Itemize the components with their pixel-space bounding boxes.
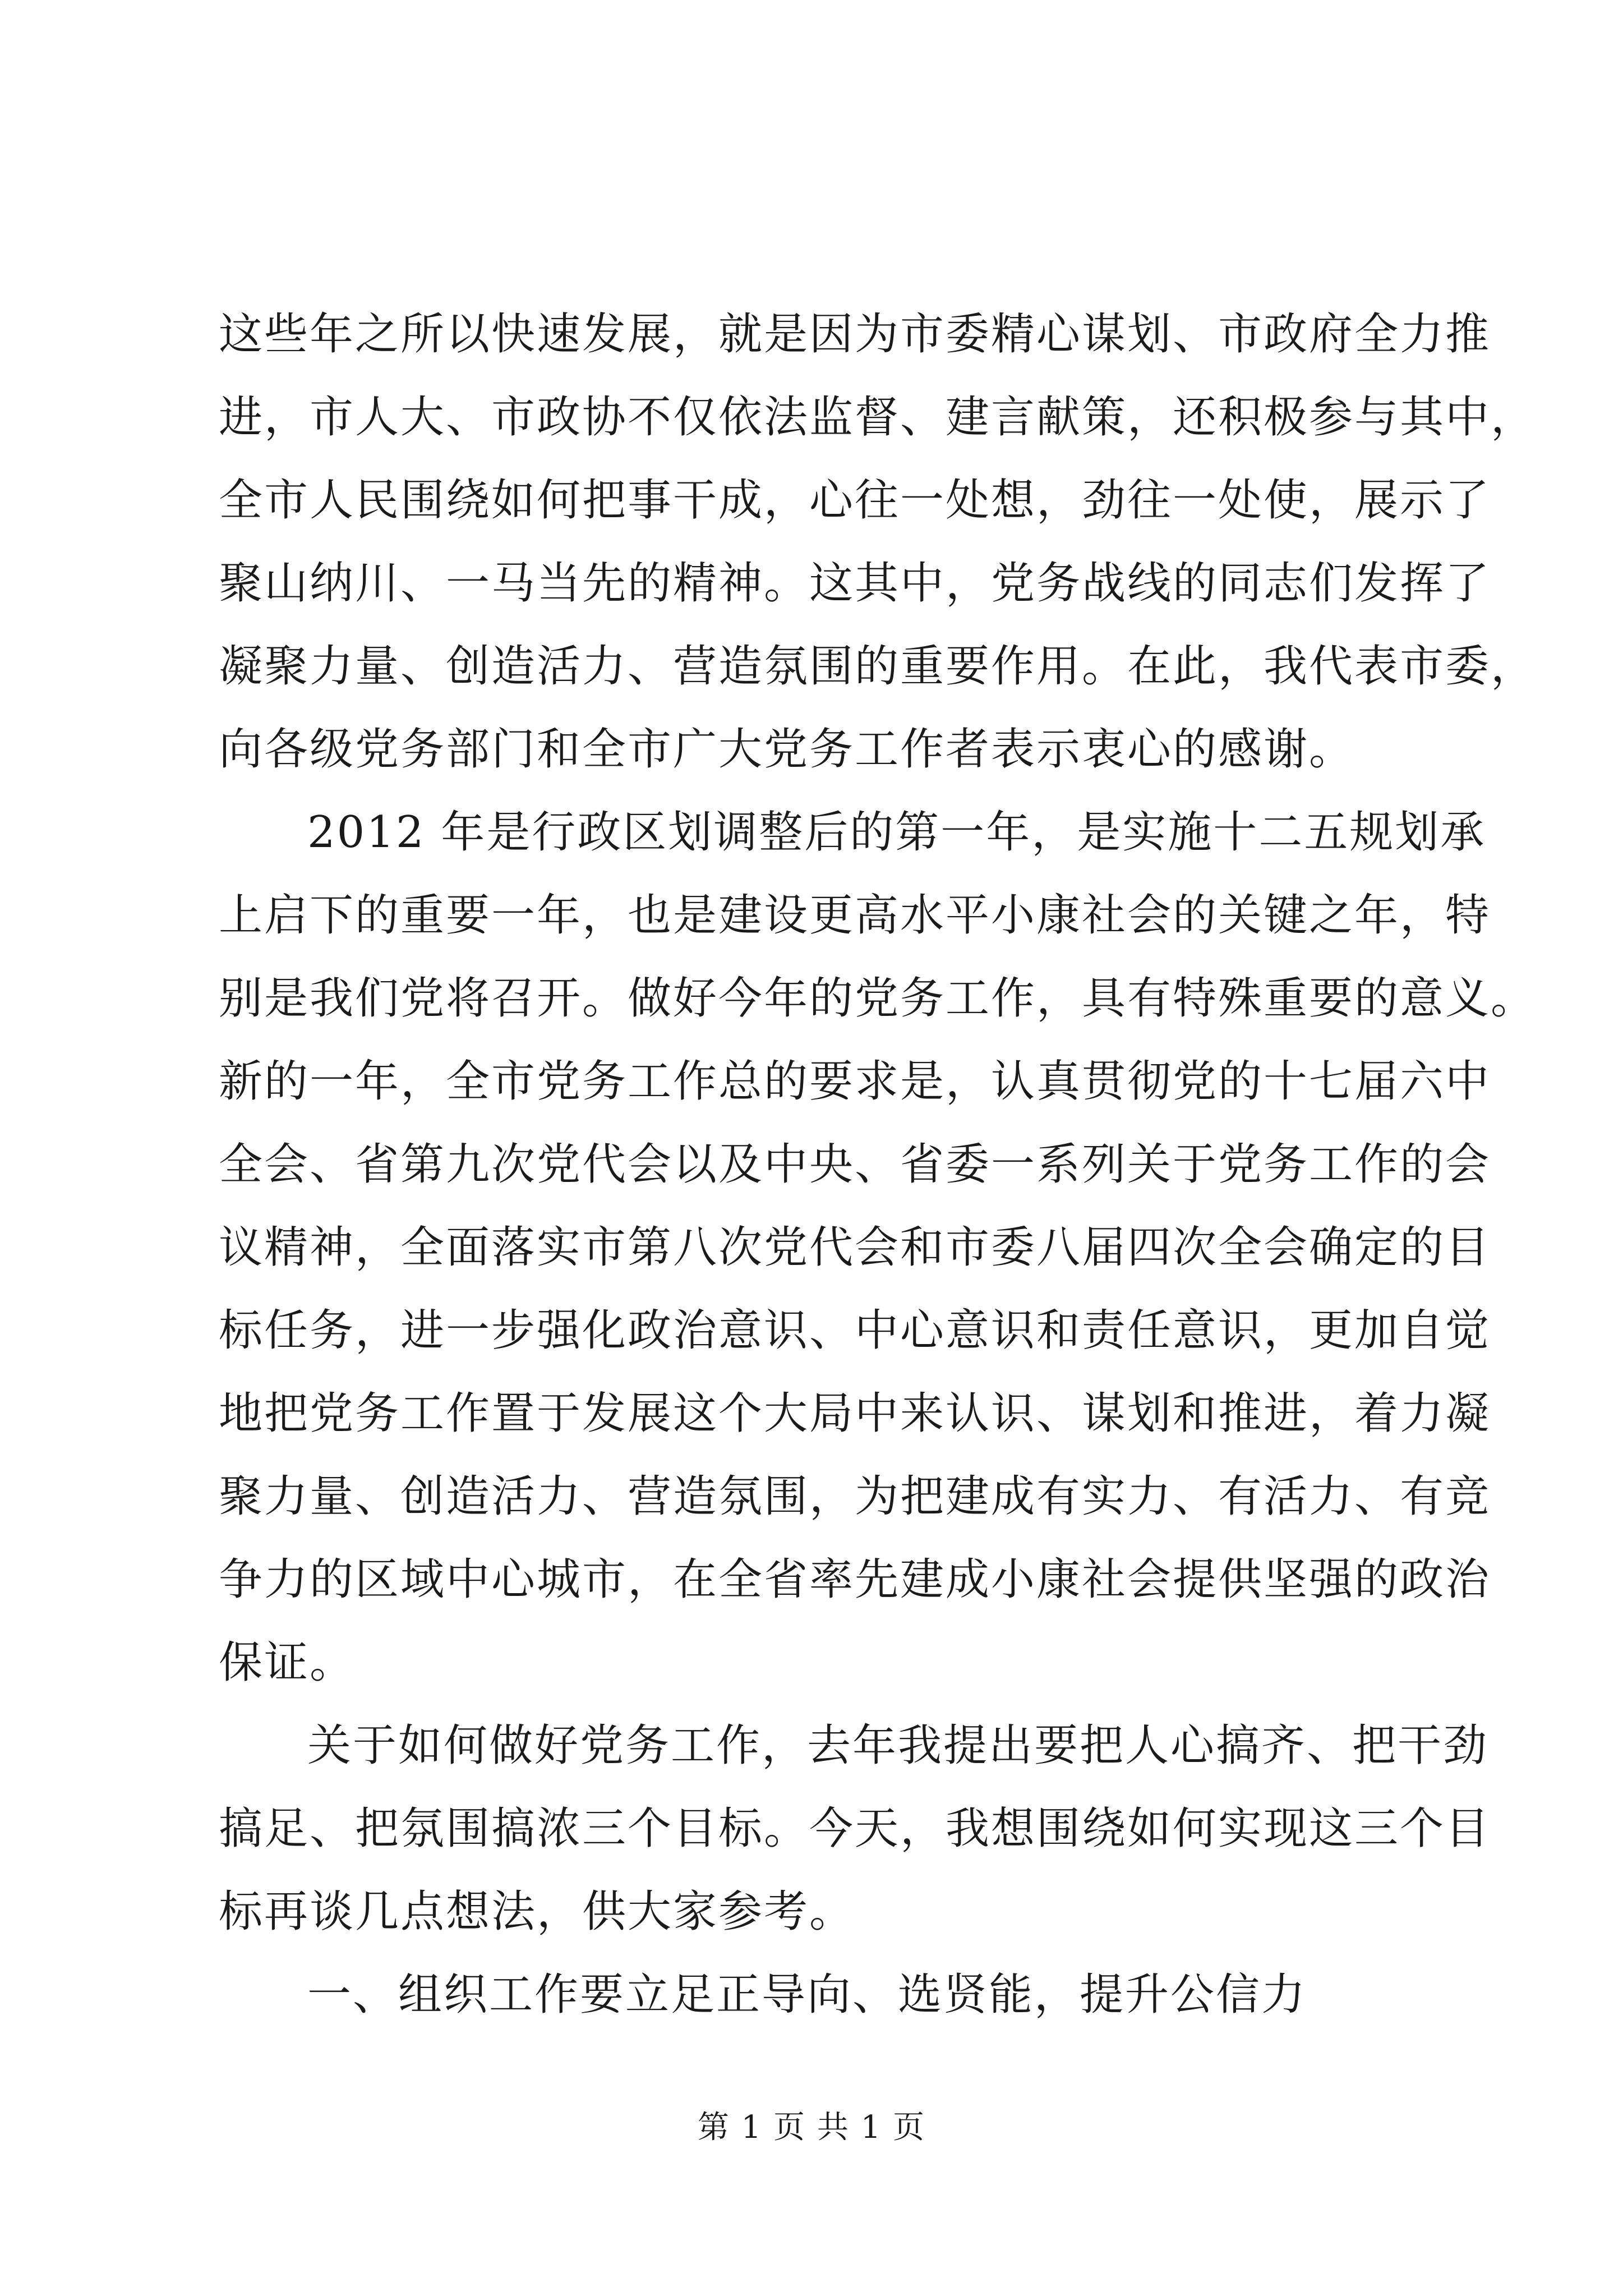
paragraph-line: 标再谈几点想法，供大家参考。 [219,1887,855,1937]
paragraph-line: 全市人民围绕如何把事干成，心往一处想，劲往一处使，展示了 [219,475,1491,526]
paragraph-line: 2012 年是行政区划调整后的第一年，是实施十二五规划承 [307,807,1486,858]
paragraph-line: 争力的区域中心城市，在全省率先建成小康社会提供坚强的政治 [219,1554,1491,1605]
section-heading: 一、组织工作要立足正导向、选贤能，提升公信力 [307,1970,1307,2020]
paragraph-line: 标任务，进一步强化政治意识、中心意识和责任意识，更加自觉 [219,1305,1491,1356]
paragraph-line: 这些年之所以快速发展，就是因为市委精心谋划、市政府全力推 [219,309,1491,360]
paragraph-line: 议精神，全面落实市第八次党代会和市委八届四次全会确定的目 [219,1222,1491,1273]
paragraph-line: 全会、省第九次党代会以及中央、省委一系列关于党务工作的会 [219,1139,1491,1190]
paragraph-line: 进，市人大、市政协不仅依法监督、建言献策，还积极参与其中， [219,392,1537,443]
paragraph-line: 别是我们党将召开。做好今年的党务工作，具有特殊重要的意义。 [219,973,1537,1024]
paragraph-line: 新的一年，全市党务工作总的要求是，认真贯彻党的十七届六中 [219,1056,1491,1107]
paragraph-line: 向各级党务部门和全市广大党务工作者表示衷心的感谢。 [219,724,1355,775]
paragraph-line: 关于如何做好党务工作，去年我提出要把人心搞齐、把干劲 [307,1720,1489,1771]
paragraph-line: 凝聚力量、创造活力、营造氛围的重要作用。在此，我代表市委， [219,641,1537,692]
paragraph-line: 地把党务工作置于发展这个大局中来认识、谋划和推进，着力凝 [219,1388,1491,1439]
paragraph-line: 聚山纳川、一马当先的精神。这其中，党务战线的同志们发挥了 [219,558,1491,609]
paragraph-line: 聚力量、创造活力、营造氛围，为把建成有实力、有活力、有竞 [219,1471,1491,1522]
page-number-footer: 第 1 页 共 1 页 [697,2109,926,2146]
paragraph-line: 搞足、把氛围搞浓三个目标。今天，我想围绕如何实现这三个目 [219,1803,1491,1854]
paragraph-line: 保证。 [219,1637,356,1688]
document-body [219,293,1537,2036]
paragraph-line: 上启下的重要一年，也是建设更高水平小康社会的关键之年，特 [219,890,1491,941]
